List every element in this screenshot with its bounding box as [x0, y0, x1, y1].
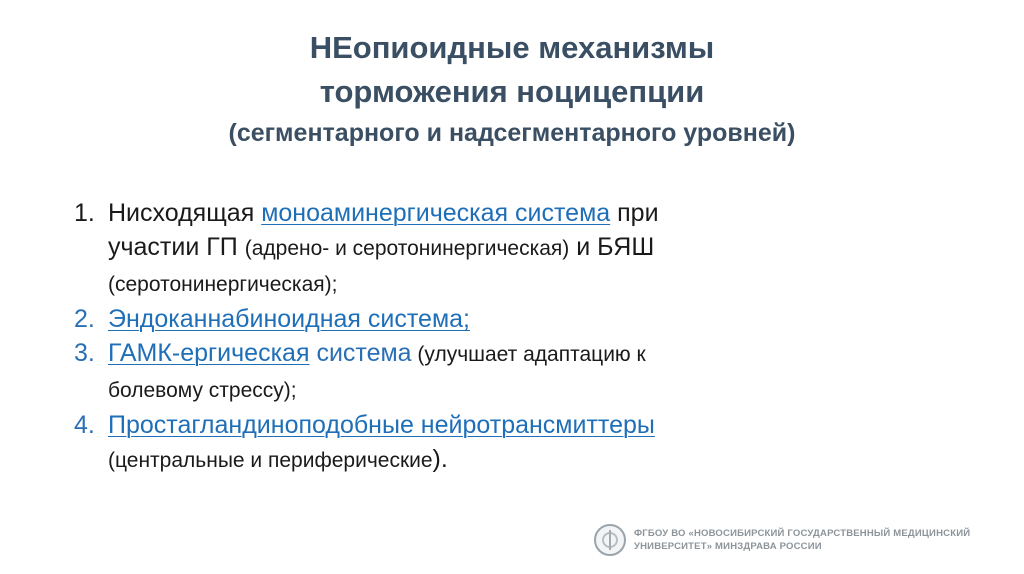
item-note: (серотонинергическая);: [108, 273, 338, 296]
title-line-3: (сегментарного и надсегментарного уровней): [228, 119, 796, 147]
item-text: и БЯШ: [569, 233, 655, 261]
prostaglandin-neurotransmitters-link[interactable]: Простагландиноподобные нейротрансмиттеры: [108, 411, 655, 439]
monoaminergic-system-link[interactable]: моноаминергическая система: [261, 199, 611, 227]
item-number: 4.: [74, 411, 95, 439]
title-line-2: торможения ноцицепции: [319, 74, 705, 109]
slide-title: [0, 26, 1024, 150]
title-line-1: НЕопиоидные механизмы: [309, 30, 715, 65]
item-note: (улучшает адаптацию к: [411, 343, 646, 366]
item-text: система: [309, 339, 412, 367]
item-text: участии ГП: [108, 233, 245, 261]
list-item-2: [74, 302, 954, 336]
mechanisms-list: [74, 196, 954, 478]
item-note: болевому стрессу);: [108, 379, 297, 402]
footer-text: [634, 527, 970, 553]
item-note: (адрено- и серотонинергическая): [244, 237, 570, 260]
footer-line-1: ФГБОУ ВО «НОВОСИБИРСКИЙ ГОСУДАРСТВЕННЫЙ МЕДИЦИНСКИЙ: [634, 528, 971, 539]
university-emblem-icon: [594, 524, 626, 556]
item-text: ).: [432, 445, 448, 473]
item-number: 3.: [74, 339, 95, 367]
gaba-ergic-link[interactable]: ГАМК-ергическая: [108, 339, 310, 367]
footer-line-2: УНИВЕРСИТЕТ» МИНЗДРАВА РОССИИ: [634, 541, 822, 552]
footer: [594, 520, 970, 560]
endocannabinoid-system-link[interactable]: Эндоканнабиноидная система;: [108, 305, 470, 333]
list-item-1: [74, 196, 954, 302]
list-item-3: [74, 336, 954, 408]
item-number: 1.: [74, 199, 95, 227]
item-text: при: [610, 199, 659, 227]
item-note: (центральные и периферические: [108, 449, 433, 472]
item-text: Нисходящая: [108, 199, 262, 227]
list-item-4: [74, 408, 954, 478]
item-number: 2.: [74, 305, 95, 333]
